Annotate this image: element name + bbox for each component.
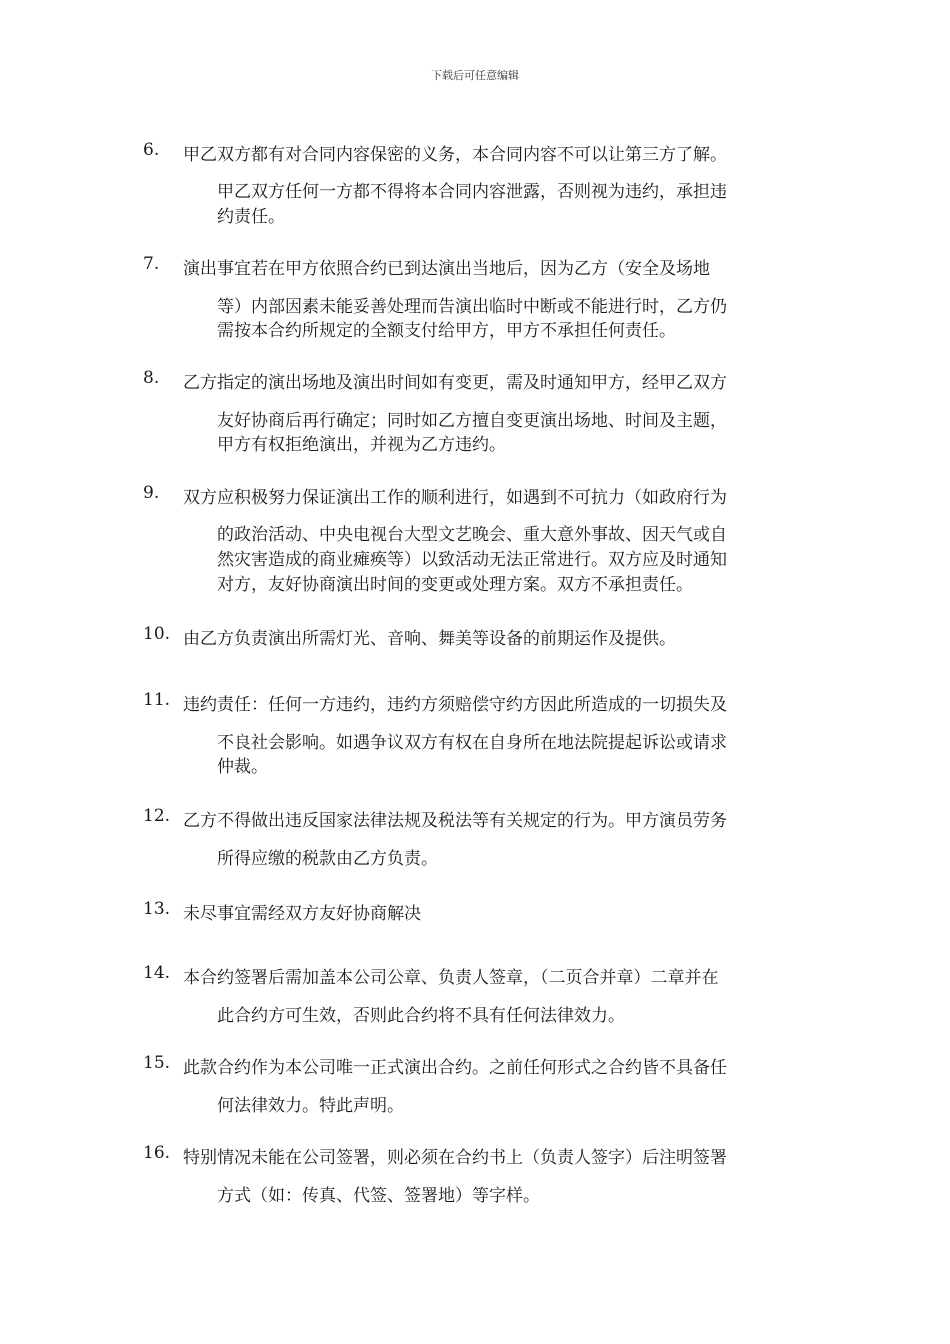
clause-continuation-line: 友好协商后再行确定；同时如乙方擅自变更演出场地、时间及主题， <box>217 411 727 431</box>
clause-continuation-line: 甲方有权拒绝演出，并视为乙方违约。 <box>217 435 506 455</box>
clause-continuation-line: 此合约方可生效，否则此合约将不具有任何法律效力。 <box>217 1006 625 1026</box>
clause-first-line: 乙方不得做出违反国家法律法规及税法等有关规定的行为。甲方演员劳务 <box>183 811 727 831</box>
clause-first-line: 特别情况未能在公司签署，则必须在合约书上（负责人签字）后注明签署 <box>183 1148 727 1168</box>
clause-number: 9. <box>143 483 160 503</box>
clause-continuation-line: 甲乙双方任何一方都不得将本合同内容泄露，否则视为违约，承担违 <box>217 182 727 202</box>
clause-continuation-line: 仲裁。 <box>217 757 268 777</box>
page-header: 下载后可任意编辑 <box>431 69 519 82</box>
clause-number: 6. <box>143 140 160 160</box>
clause-first-line: 乙方指定的演出场地及演出时间如有变更，需及时通知甲方，经甲乙双方 <box>183 373 727 393</box>
clause-number: 13. <box>143 899 171 919</box>
clause-first-line: 双方应积极努力保证演出工作的顺利进行，如遇到不可抗力（如政府行为 <box>183 488 727 508</box>
clause-continuation-line: 所得应缴的税款由乙方负责。 <box>217 849 438 869</box>
clause-first-line: 违约责任：任何一方违约，违约方须赔偿守约方因此所造成的一切损失及 <box>183 695 727 715</box>
clause-number: 7. <box>143 254 160 274</box>
clause-continuation-line: 不良社会影响。如遇争议双方有权在自身所在地法院提起诉讼或请求 <box>217 733 727 753</box>
clause-number: 10. <box>143 624 171 644</box>
clause-continuation-line: 的政治活动、中央电视台大型文艺晚会、重大意外事故、因天气或自 <box>217 525 727 545</box>
clause-continuation-line: 何法律效力。特此声明。 <box>217 1096 404 1116</box>
clause-continuation-line: 对方，友好协商演出时间的变更或处理方案。双方不承担责任。 <box>217 575 693 595</box>
clause-continuation-line: 需按本合约所规定的全额支付给甲方，甲方不承担任何责任。 <box>217 321 676 341</box>
clause-first-line: 甲乙双方都有对合同内容保密的义务，本合同内容不可以让第三方了解。 <box>183 145 727 165</box>
clause-first-line: 由乙方负责演出所需灯光、音响、舞美等设备的前期运作及提供。 <box>183 629 676 649</box>
clause-first-line: 本合约签署后需加盖本公司公章、负责人签章，（二页合并章）二章并在 <box>183 968 719 988</box>
clause-number: 11. <box>143 690 171 710</box>
clause-number: 14. <box>143 963 171 983</box>
clause-first-line: 未尽事宜需经双方友好协商解决 <box>183 904 421 924</box>
clause-number: 8. <box>143 368 160 388</box>
clause-number: 16. <box>143 1143 171 1163</box>
clause-continuation-line: 然灾害造成的商业瘫痪等）以致活动无法正常进行。双方应及时通知 <box>217 550 727 570</box>
clause-continuation-line: 方式（如：传真、代签、签署地）等字样。 <box>217 1186 540 1206</box>
clause-first-line: 演出事宜若在甲方依照合约已到达演出当地后，因为乙方（安全及场地 <box>183 259 710 279</box>
clause-number: 15. <box>143 1053 171 1073</box>
clause-continuation-line: 等）内部因素未能妥善处理而告演出临时中断或不能进行时，乙方仍 <box>217 297 727 317</box>
clause-first-line: 此款合约作为本公司唯一正式演出合约。之前任何形式之合约皆不具备任 <box>183 1058 727 1078</box>
clause-continuation-line: 约责任。 <box>217 207 285 227</box>
clause-number: 12. <box>143 806 171 826</box>
